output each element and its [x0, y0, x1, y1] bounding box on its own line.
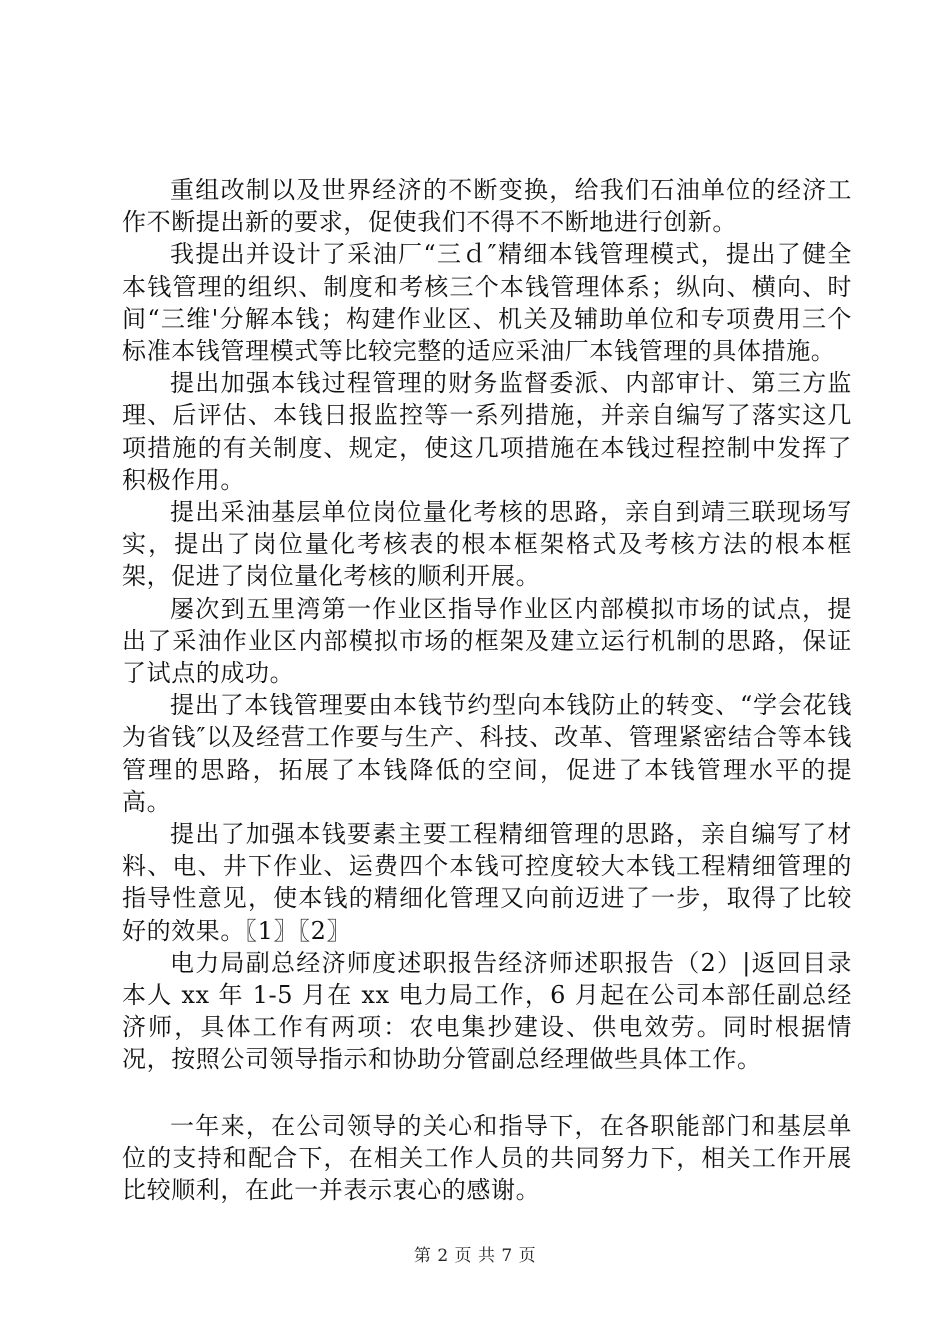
paragraph-9: 一年来，在公司领导的关心和指导下，在各职能部门和基层单位的支持和配合下，在相关工作人员的共同努力下，相关工作开展比较顺利，在此一并表示衷心的感谢。	[122, 1111, 852, 1205]
paragraph-4: 提出采油基层单位岗位量化考核的思路，亲自到靖三联现场写实，提出了岗位量化考核表的根本框架格式及考核方法的根本框架，促进了岗位量化考核的顺利开展。	[122, 498, 852, 591]
paragraph-8: 电力局副总经济师度述职报告经济师述职报告（2）|返回目录本人 xx 年 1-5 月在 xx 电力局工作，6 月起在公司本部任副总经济师，具体工作有两项：农电集抄建设、供电效劳。同时根据情况，按照公司领导指示和协助分管副总经理做些具体工作。	[122, 948, 852, 1074]
paragraph-1: 重组改制以及世界经济的不断变换，给我们石油单位的经济工作不断提出新的要求，促使我们不得不不断地进行创新。	[122, 176, 852, 237]
page-number-footer: 第 2 页 共 7 页	[413, 1246, 537, 1266]
paragraph-7: 提出了加强本钱要素主要工程精细管理的思路，亲自编写了材料、电、井下作业、运费四个本钱可控度较大本钱工程精细管理的指导性意见，使本钱的精细化管理又向前迈进了一步，取得了比较好的效果。〖1〗〖2〗	[122, 820, 852, 945]
paragraph-5: 屡次到五里湾第一作业区指导作业区内部模拟市场的试点，提出了采油作业区内部模拟市场的框架及建立运行机制的思路，保证了试点的成功。	[122, 594, 852, 688]
paragraph-2: 我提出并设计了采油厂“三ｄ″精细本钱管理模式，提出了健全本钱管理的组织、制度和考核三个本钱管理体系；纵向、横向、时间“三维'分解本钱；构建作业区、机关及辅助单位和专项费用三个标准本钱管理模式等比较完整的适应采油厂本钱管理的具体措施。	[122, 240, 852, 366]
paragraph-6: 提出了本钱管理要由本钱节约型向本钱防止的转变、“学会花钱为省钱″以及经营工作要与生产、科技、改革、管理紧密结合等本钱管理的思路，拓展了本钱降低的空间，促进了本钱管理水平的提高。	[122, 691, 852, 816]
document-body	[122, 174, 852, 1206]
paragraph-3: 提出加强本钱过程管理的财务监督委派、内部审计、第三方监理、后评估、本钱日报监控等一系列措施，并亲自编写了落实这几项措施的有关制度、规定，使这几项措施在本钱过程控制中发挥了积极作用。	[122, 369, 852, 494]
